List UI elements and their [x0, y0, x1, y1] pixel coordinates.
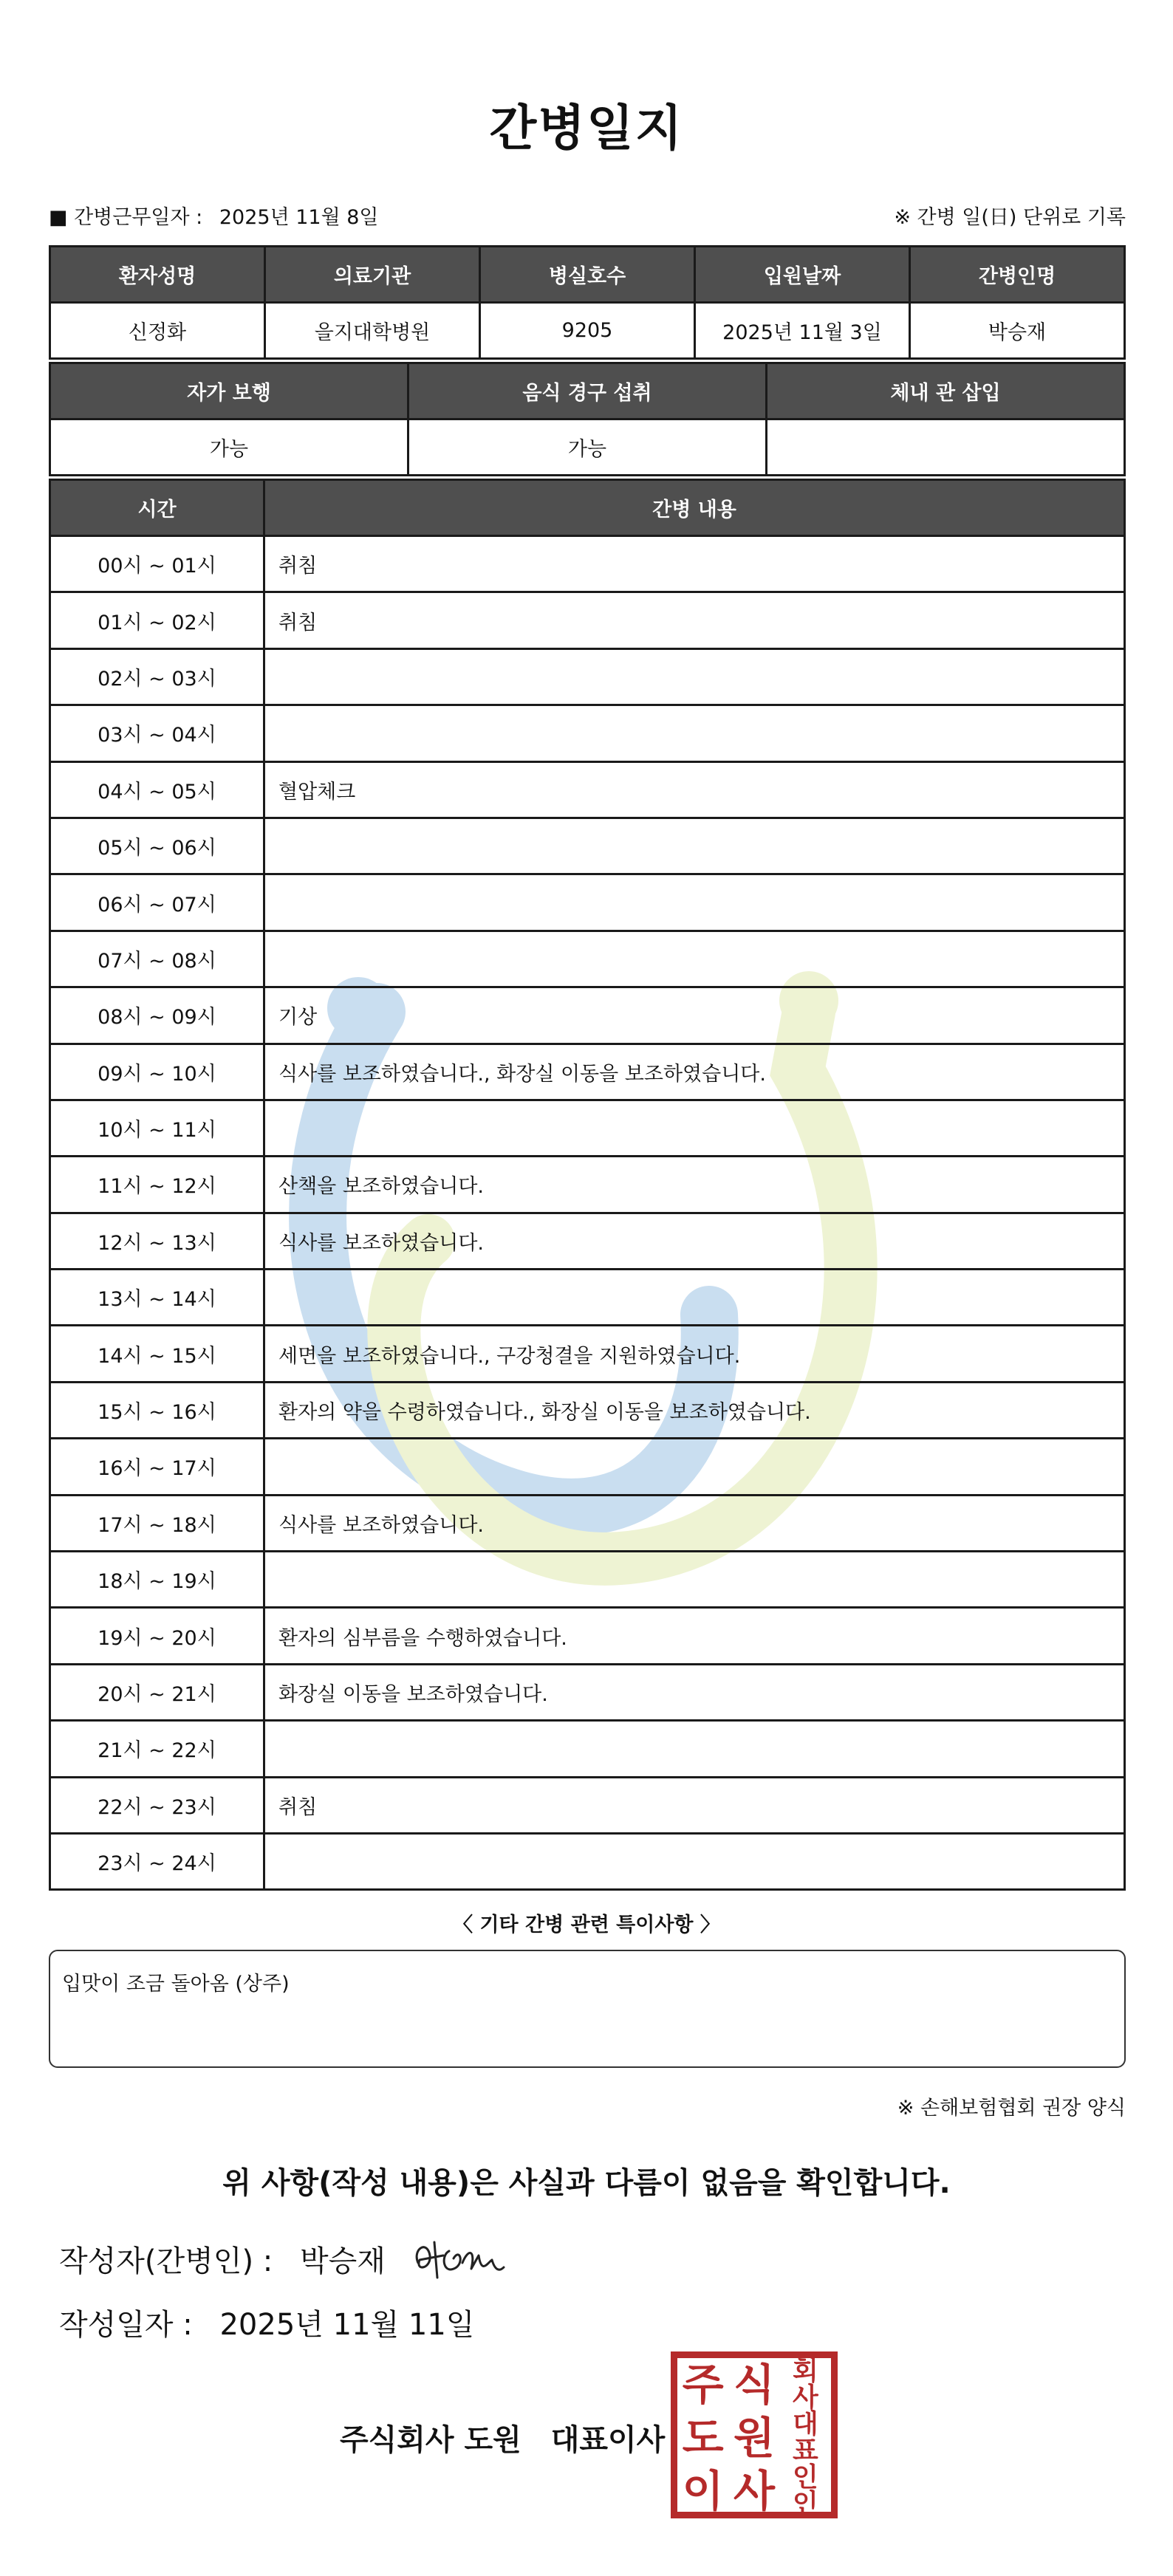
table-row	[50, 1495, 1125, 1551]
header-admission-date: 입원날짜	[695, 247, 910, 303]
page-title: 간병일지	[489, 100, 684, 157]
log-time-cell: 21시 ~ 22시	[50, 1721, 264, 1777]
seal-character: 식	[733, 2360, 775, 2410]
table-row	[50, 1552, 1125, 1608]
log-time-cell: 18시 ~ 19시	[50, 1552, 264, 1608]
table-row	[50, 1157, 1125, 1213]
log-content-cell: 취침	[264, 592, 1125, 648]
log-time-cell: 19시 ~ 20시	[50, 1608, 264, 1664]
table-row	[50, 1833, 1125, 1889]
log-content-cell: 취침	[264, 536, 1125, 592]
handwritten-signature	[405, 2233, 508, 2286]
care-log-table	[49, 479, 1126, 1891]
company-representative: 대표이사	[550, 2423, 666, 2457]
header-patient-name: 환자성명	[50, 247, 265, 303]
log-content-cell	[264, 1439, 1125, 1495]
log-content-cell	[264, 705, 1125, 761]
room-number: 9205	[480, 303, 695, 359]
company-seal-stamp	[671, 2351, 838, 2518]
table-row	[50, 1270, 1125, 1326]
table-row	[50, 761, 1125, 818]
writer-name: 박승재	[299, 2244, 386, 2278]
log-content-cell: 혈압체크	[264, 761, 1125, 818]
seal-character: 인인	[792, 2462, 818, 2519]
log-content-cell: 식사를 보조하였습니다.	[264, 1213, 1125, 1269]
header-care-content: 간병 내용	[264, 480, 1125, 536]
patient-name: 신정화	[50, 303, 265, 359]
confirmation-statement: 위 사항(작성 내용)은 사실과 다름이 없음을 확인합니다.	[222, 2166, 951, 2200]
log-time-cell: 01시 ~ 02시	[50, 592, 264, 648]
log-time-cell: 15시 ~ 16시	[50, 1382, 264, 1438]
log-time-cell: 22시 ~ 23시	[50, 1777, 264, 1833]
table-row	[50, 1382, 1125, 1438]
caregiver-name: 박승재	[910, 303, 1125, 359]
table-row	[50, 874, 1125, 931]
work-date-value: 2025년 11월 8일	[219, 206, 379, 229]
seal-character: 사	[733, 2466, 775, 2516]
table-row	[50, 1608, 1125, 1664]
table-row	[50, 1044, 1125, 1100]
log-content-cell: 산책을 보조하였습니다.	[264, 1157, 1125, 1213]
log-content-cell: 기상	[264, 987, 1125, 1044]
log-time-cell: 02시 ~ 03시	[50, 648, 264, 705]
table-row	[50, 818, 1125, 874]
log-content-cell: 세면을 보조하였습니다., 구강청결을 지원하였습니다.	[264, 1326, 1125, 1382]
log-content-cell	[264, 874, 1125, 931]
log-time-cell: 00시 ~ 01시	[50, 536, 264, 592]
table-row	[50, 1721, 1125, 1777]
log-content-cell	[264, 818, 1125, 874]
written-date-value: 2025년 11월 11일	[219, 2308, 475, 2342]
log-content-cell: 식사를 보조하였습니다., 화장실 이동을 보조하였습니다.	[264, 1044, 1125, 1100]
table-row	[50, 648, 1125, 705]
header-time: 시간	[50, 480, 264, 536]
written-date-label: 작성일자 :	[59, 2308, 193, 2342]
log-time-cell: 03시 ~ 04시	[50, 705, 264, 761]
admission-date: 2025년 11월 3일	[695, 303, 910, 359]
hospital-name: 을지대학병원	[265, 303, 480, 359]
form-recommendation-note: ※ 손해보험협회 권장 양식	[897, 2097, 1126, 2120]
log-time-cell: 05시 ~ 06시	[50, 818, 264, 874]
meta-row	[49, 201, 1126, 230]
header-hospital: 의료기관	[265, 247, 480, 303]
patient-info-header-row	[50, 247, 1125, 303]
table-row	[50, 1326, 1125, 1382]
log-time-cell: 08시 ~ 09시	[50, 987, 264, 1044]
patient-status-header-row	[50, 363, 1125, 419]
seal-characters	[677, 2356, 831, 2519]
log-content-cell	[264, 648, 1125, 705]
log-content-cell: 화장실 이동을 보조하였습니다.	[264, 1664, 1125, 1720]
header-room-number: 병실호수	[480, 247, 695, 303]
log-time-cell: 09시 ~ 10시	[50, 1044, 264, 1100]
log-content-cell	[264, 1721, 1125, 1777]
log-content-cell	[264, 1552, 1125, 1608]
table-row	[50, 1439, 1125, 1495]
log-time-cell: 12시 ~ 13시	[50, 1213, 264, 1269]
header-oral-intake: 음식 경구 섭취	[408, 363, 767, 419]
log-time-cell: 04시 ~ 05시	[50, 761, 264, 818]
seal-character: 회사	[792, 2356, 818, 2413]
table-row	[50, 1213, 1125, 1269]
writer-row	[59, 2238, 386, 2280]
log-content-cell	[264, 1833, 1125, 1889]
log-time-cell: 23시 ~ 24시	[50, 1833, 264, 1889]
log-content-cell: 환자의 심부름을 수행하였습니다.	[264, 1608, 1125, 1664]
log-time-cell: 16시 ~ 17시	[50, 1439, 264, 1495]
log-content-cell	[264, 931, 1125, 987]
patient-info-table	[49, 245, 1126, 360]
table-row	[50, 1100, 1125, 1156]
log-time-cell: 14시 ~ 15시	[50, 1326, 264, 1382]
log-content-cell	[264, 1100, 1125, 1156]
log-time-cell: 17시 ~ 18시	[50, 1495, 264, 1551]
log-time-cell: 06시 ~ 07시	[50, 874, 264, 931]
table-row	[50, 536, 1125, 592]
table-row	[50, 987, 1125, 1044]
log-content-cell: 취침	[264, 1777, 1125, 1833]
care-log-header-row	[50, 480, 1125, 536]
header-tube-insertion: 체내 관 삽입	[767, 363, 1125, 419]
header-self-walking: 자가 보행	[50, 363, 408, 419]
special-notes-box: 입맛이 조금 돌아옴 (상주)	[49, 1950, 1126, 2068]
table-row	[50, 1664, 1125, 1720]
company-name: 주식회사 도원	[340, 2423, 521, 2457]
self-walking-value: 가능	[50, 419, 408, 476]
patient-status-table	[49, 362, 1126, 476]
care-log-body	[50, 536, 1125, 1890]
log-time-cell: 20시 ~ 21시	[50, 1664, 264, 1720]
table-row	[50, 931, 1125, 987]
log-content-cell: 환자의 약을 수령하였습니다., 화장실 이동을 보조하였습니다.	[264, 1382, 1125, 1438]
seal-character: 주	[682, 2360, 724, 2410]
patient-info-value-row	[50, 303, 1125, 359]
log-content-cell: 식사를 보조하였습니다.	[264, 1495, 1125, 1551]
work-date-label: ■ 간병근무일자 :	[49, 206, 203, 229]
seal-character: 원	[733, 2413, 775, 2463]
table-row	[50, 1777, 1125, 1833]
log-time-cell: 07시 ~ 08시	[50, 931, 264, 987]
seal-character: 도	[682, 2413, 724, 2463]
oral-intake-value: 가능	[408, 419, 767, 476]
log-time-cell: 10시 ~ 11시	[50, 1100, 264, 1156]
record-unit-note: ※ 간병 일(日) 단위로 기록	[894, 206, 1126, 229]
log-time-cell: 13시 ~ 14시	[50, 1270, 264, 1326]
company-signature-line	[340, 2416, 665, 2459]
table-row	[50, 705, 1125, 761]
seal-character: 대표	[792, 2409, 818, 2466]
seal-character: 이	[682, 2466, 724, 2516]
log-time-cell: 11시 ~ 12시	[50, 1157, 264, 1213]
table-row	[50, 592, 1125, 648]
header-caregiver-name: 간병인명	[910, 247, 1125, 303]
writer-label: 작성자(간병인) :	[59, 2244, 273, 2278]
tube-insertion-value	[767, 419, 1125, 476]
log-content-cell	[264, 1270, 1125, 1326]
work-date	[49, 201, 379, 230]
notes-title: 〈 기타 간병 관련 특이사항 〉	[453, 1914, 720, 1936]
written-date-row	[59, 2301, 474, 2343]
patient-status-value-row	[50, 419, 1125, 476]
